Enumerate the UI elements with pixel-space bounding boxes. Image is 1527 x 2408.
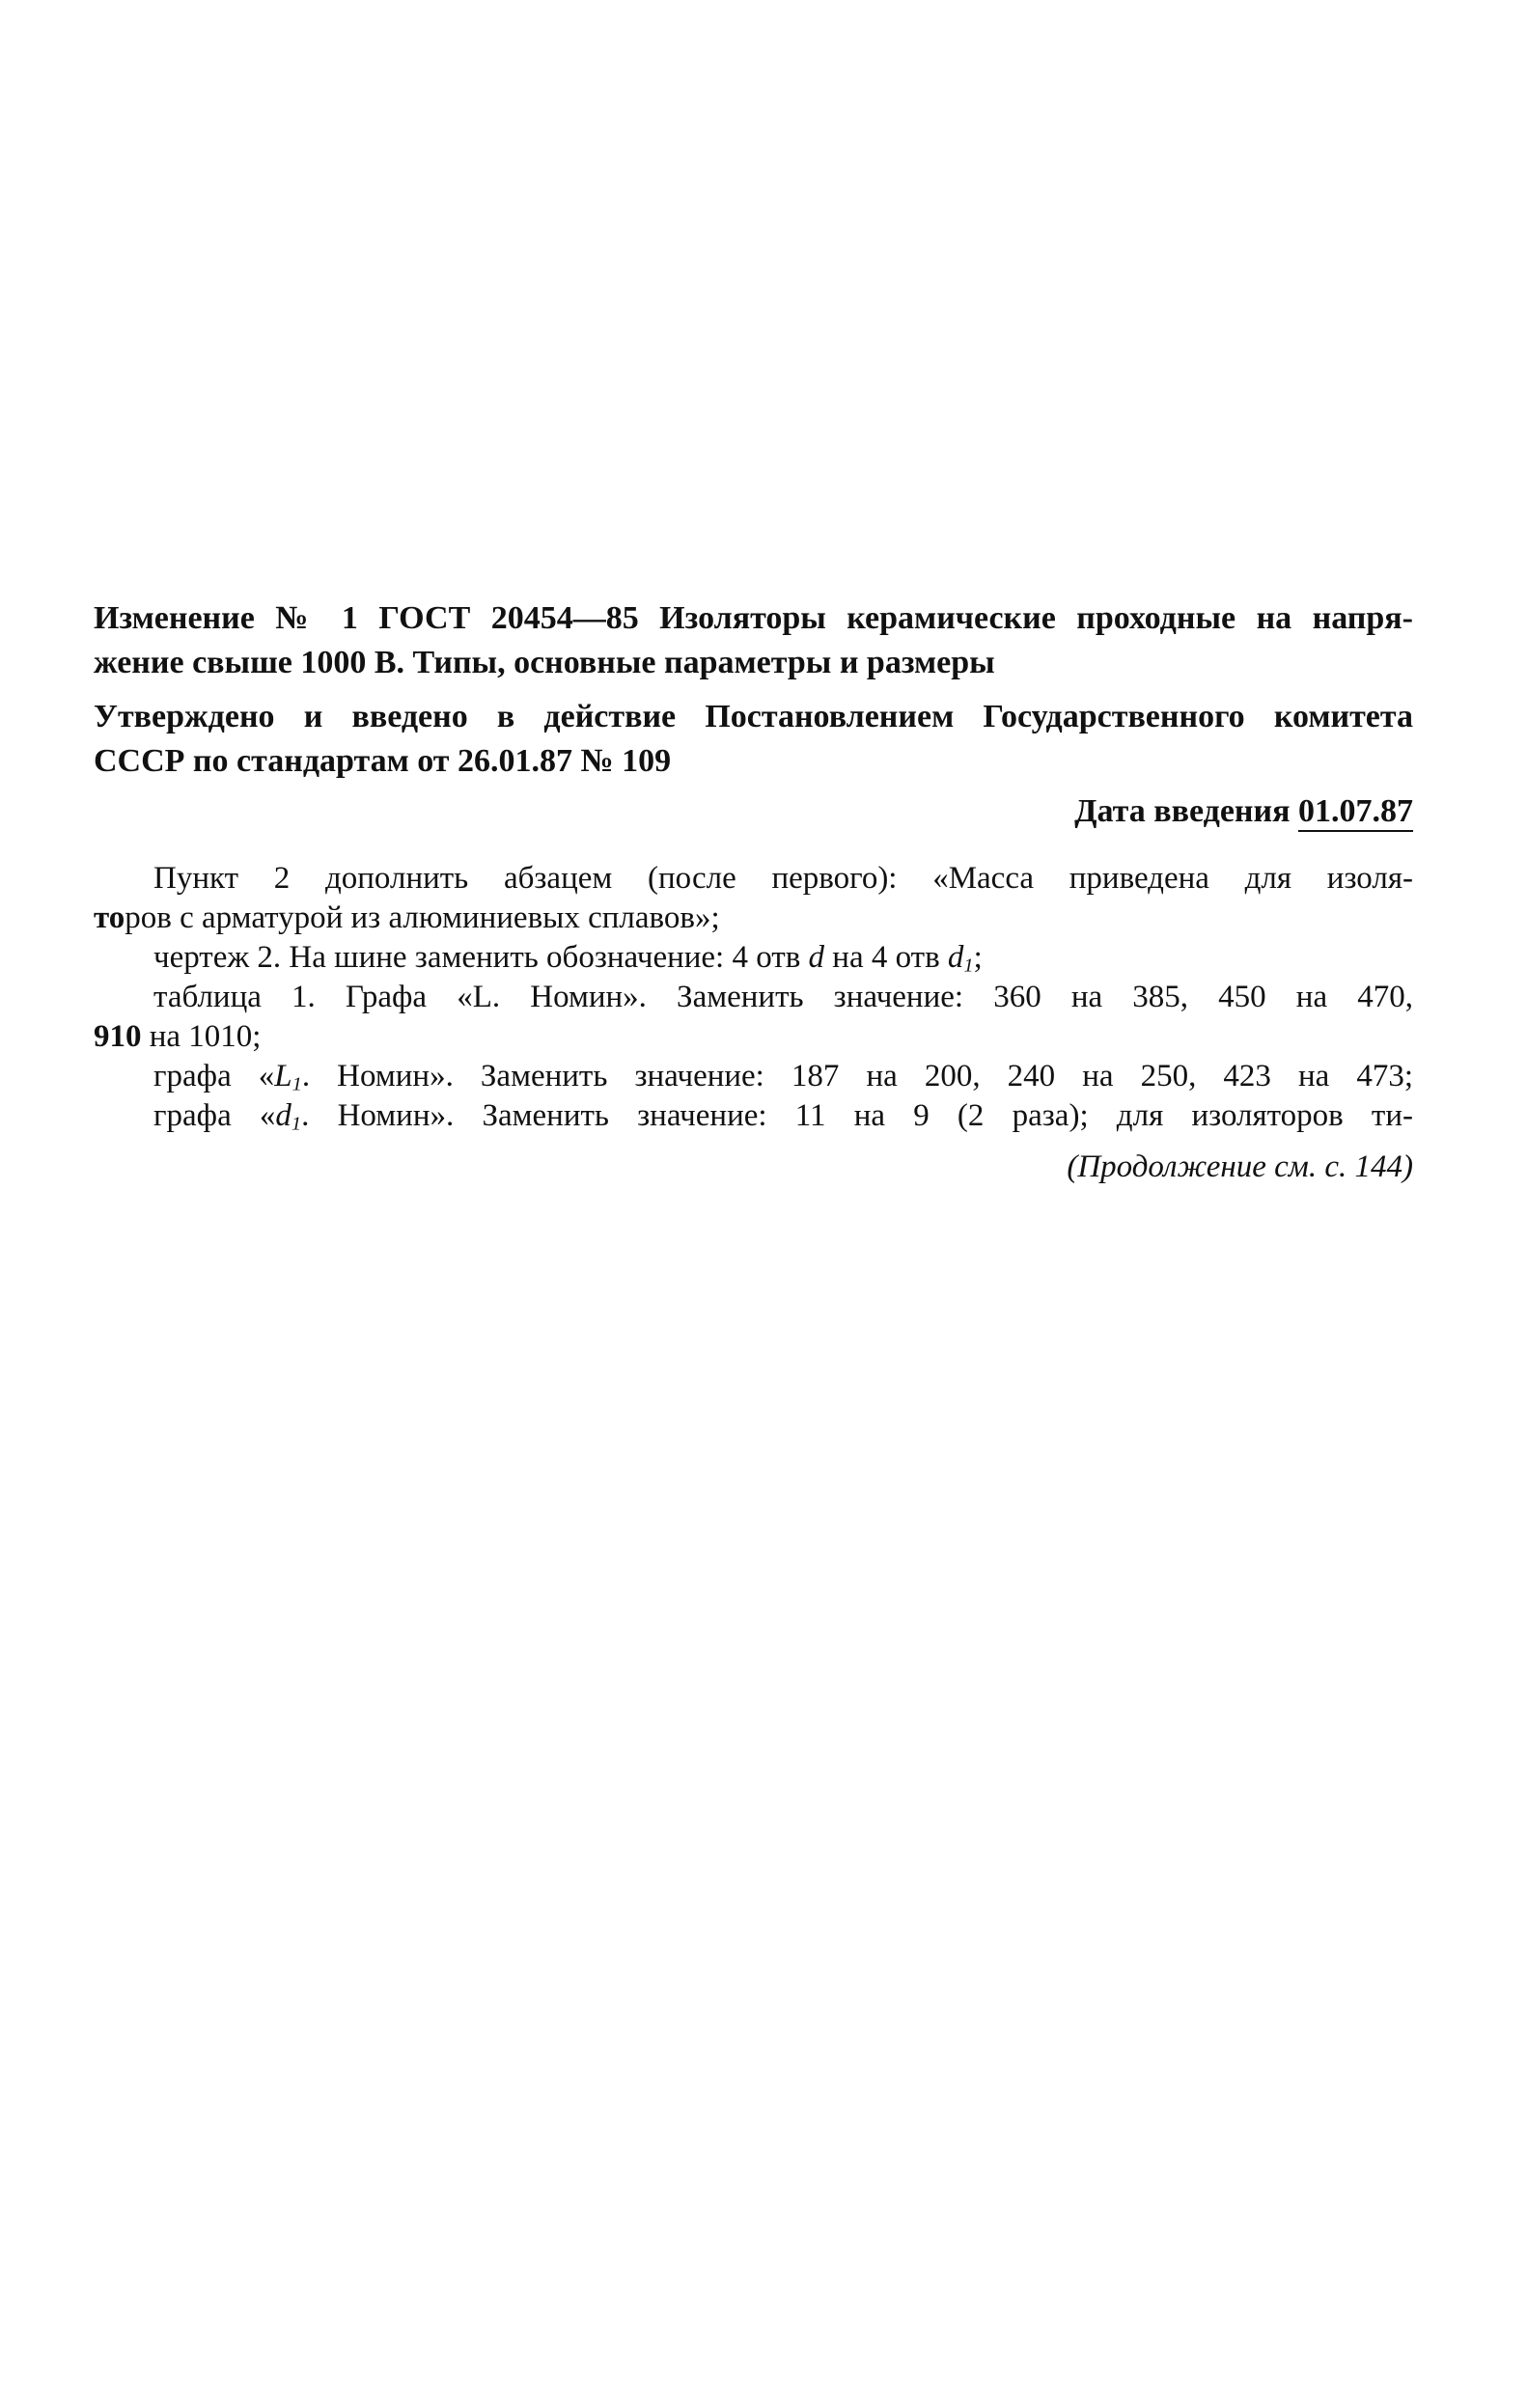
paragraph-5 [94, 1096, 1413, 1136]
introduction-date [94, 789, 1413, 834]
approval-line-1: Утверждено и введено в действие Постановлением Государственного комитета [94, 699, 1413, 734]
approval-block [94, 695, 1413, 784]
symbol-d: d [808, 940, 825, 975]
approval-line-2: СССР по стандартам от 26.01.87 № 109 [94, 743, 672, 779]
paragraph-2-text-b: на 4 отв [832, 940, 940, 975]
paragraph-1-line-2 [94, 899, 1413, 938]
paragraph-3-line-1: таблица 1. Графа «L. Номин». Заменить значение: 360 на 385, 450 на 470, [153, 980, 1413, 1014]
symbol-L1-subscript: 1 [292, 1073, 302, 1095]
paragraph-1-bold-fragment: то [94, 900, 125, 935]
date-value: 01.07.87 [1298, 793, 1413, 832]
document-page [94, 596, 1413, 1187]
symbol-L1 [274, 1059, 302, 1093]
document-body [94, 859, 1413, 1136]
paragraph-2-end: ; [973, 940, 983, 975]
paragraph-3-bold-fragment: 910 [94, 1019, 142, 1054]
paragraph-4-text-a: графа « [153, 1059, 275, 1093]
symbol-d1-second-base: d [275, 1098, 292, 1133]
symbol-d1-base: d [947, 940, 964, 975]
symbol-d1 [948, 940, 974, 975]
paragraph-5-text-b: . Номин». Заменить значение: 11 на 9 (2 раза); для изоляторов ти- [301, 1098, 1414, 1133]
paragraph-4-text-b: . Номин». Заменить значение: 187 на 200, 240 на 250, 423 на 473; [301, 1059, 1413, 1093]
paragraph-4 [94, 1057, 1413, 1096]
symbol-L1-base: L [274, 1059, 292, 1093]
title-line-1: Изменение № 1 ГОСТ 20454—85 Изоляторы керамические проходные на напря- [94, 600, 1413, 636]
paragraph-5-text-a: графа « [153, 1098, 276, 1133]
symbol-d1-second [275, 1098, 301, 1133]
paragraph-2 [94, 938, 1413, 978]
paragraph-2-text-a: чертеж 2. На шине заменить обозначение: 4 отв [153, 940, 801, 975]
continuation-note: (Продолжение см. с. 144) [1067, 1149, 1413, 1184]
title-line-2: жение свыше 1000 В. Типы, основные параметры и размеры [94, 645, 995, 680]
document-header [94, 596, 1413, 784]
symbol-d1-second-subscript: 1 [291, 1113, 302, 1135]
date-label: Дата введения [1074, 793, 1291, 829]
paragraph-1-rest: ров с арматурой из алюминиевых сплавов»; [125, 900, 720, 935]
paragraph-1-line-1: Пункт 2 дополнить абзацем (после первого): «Масса приведена для изоля- [153, 861, 1413, 896]
paragraph-3-line-2 [94, 1017, 1413, 1057]
symbol-d1-subscript: 1 [963, 955, 974, 977]
paragraph-3-rest: на 1010; [149, 1019, 262, 1054]
